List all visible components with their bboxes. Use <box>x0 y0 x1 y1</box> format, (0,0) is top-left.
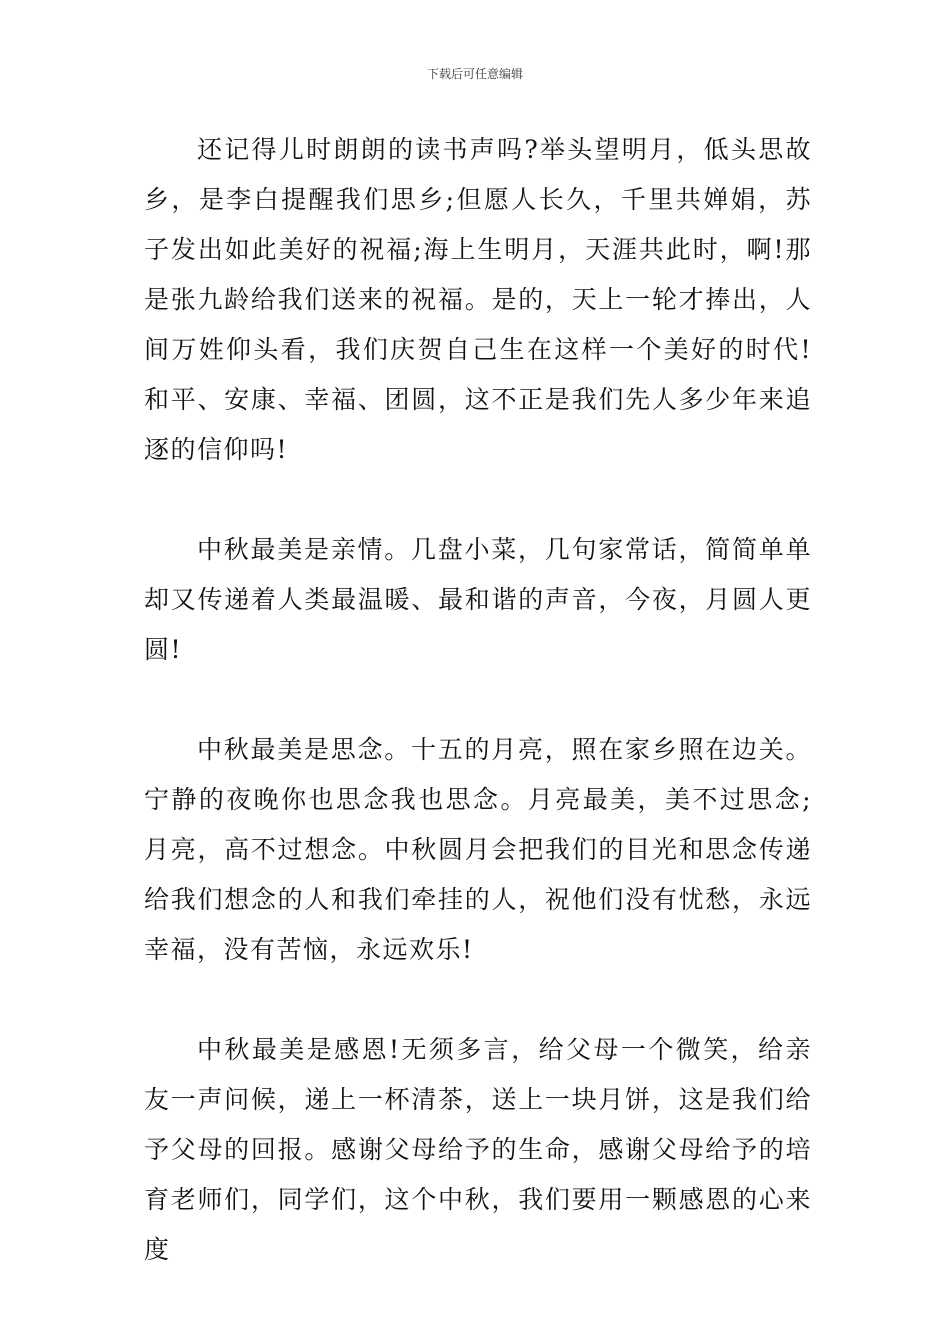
header-note: 下载后可任意编辑 <box>426 67 523 81</box>
paragraph-missing: 中秋最美是思念。十五的月亮，照在家乡照在边关。宁静的夜晚你也思念我也思念。月亮最美，美不过思念;月亮，高不过想念。中秋圆月会把我们的目光和思念传递给我们想念的人和我们牵挂的人，祝他们没有忧愁，永远幸福，没有苦恼，永远欢乐! <box>144 735 812 964</box>
paragraph-gratitude: 中秋最美是感恩!无须多言，给父母一个微笑，给亲友一声问候，递上一杯清茶，送上一块月饼，这是我们给予父母的回报。感谢父母给予的生命，感谢父母给予的培育老师们，同学们，这个中秋，我们要用一颗感恩的心来度 <box>144 1035 812 1264</box>
paragraph-family: 中秋最美是亲情。几盘小菜，几句家常话，简简单单却又传递着人类最温暖、最和谐的声音，今夜，月圆人更圆! <box>144 535 812 664</box>
paragraph-moon-poems: 还记得儿时朗朗的读书声吗?举头望明月，低头思故乡，是李白提醒我们思乡;但愿人长久，千里共婵娟，苏子发出如此美好的祝福;海上生明月，天涯共此时，啊!那是张九龄给我们送来的祝福。是的，天上一轮才捧出，人间万姓仰头看，我们庆贺自己生在这样一个美好的时代!和平、安康、幸福、团圆，这不正是我们先人多少年来追逐的信仰吗! <box>144 135 812 464</box>
